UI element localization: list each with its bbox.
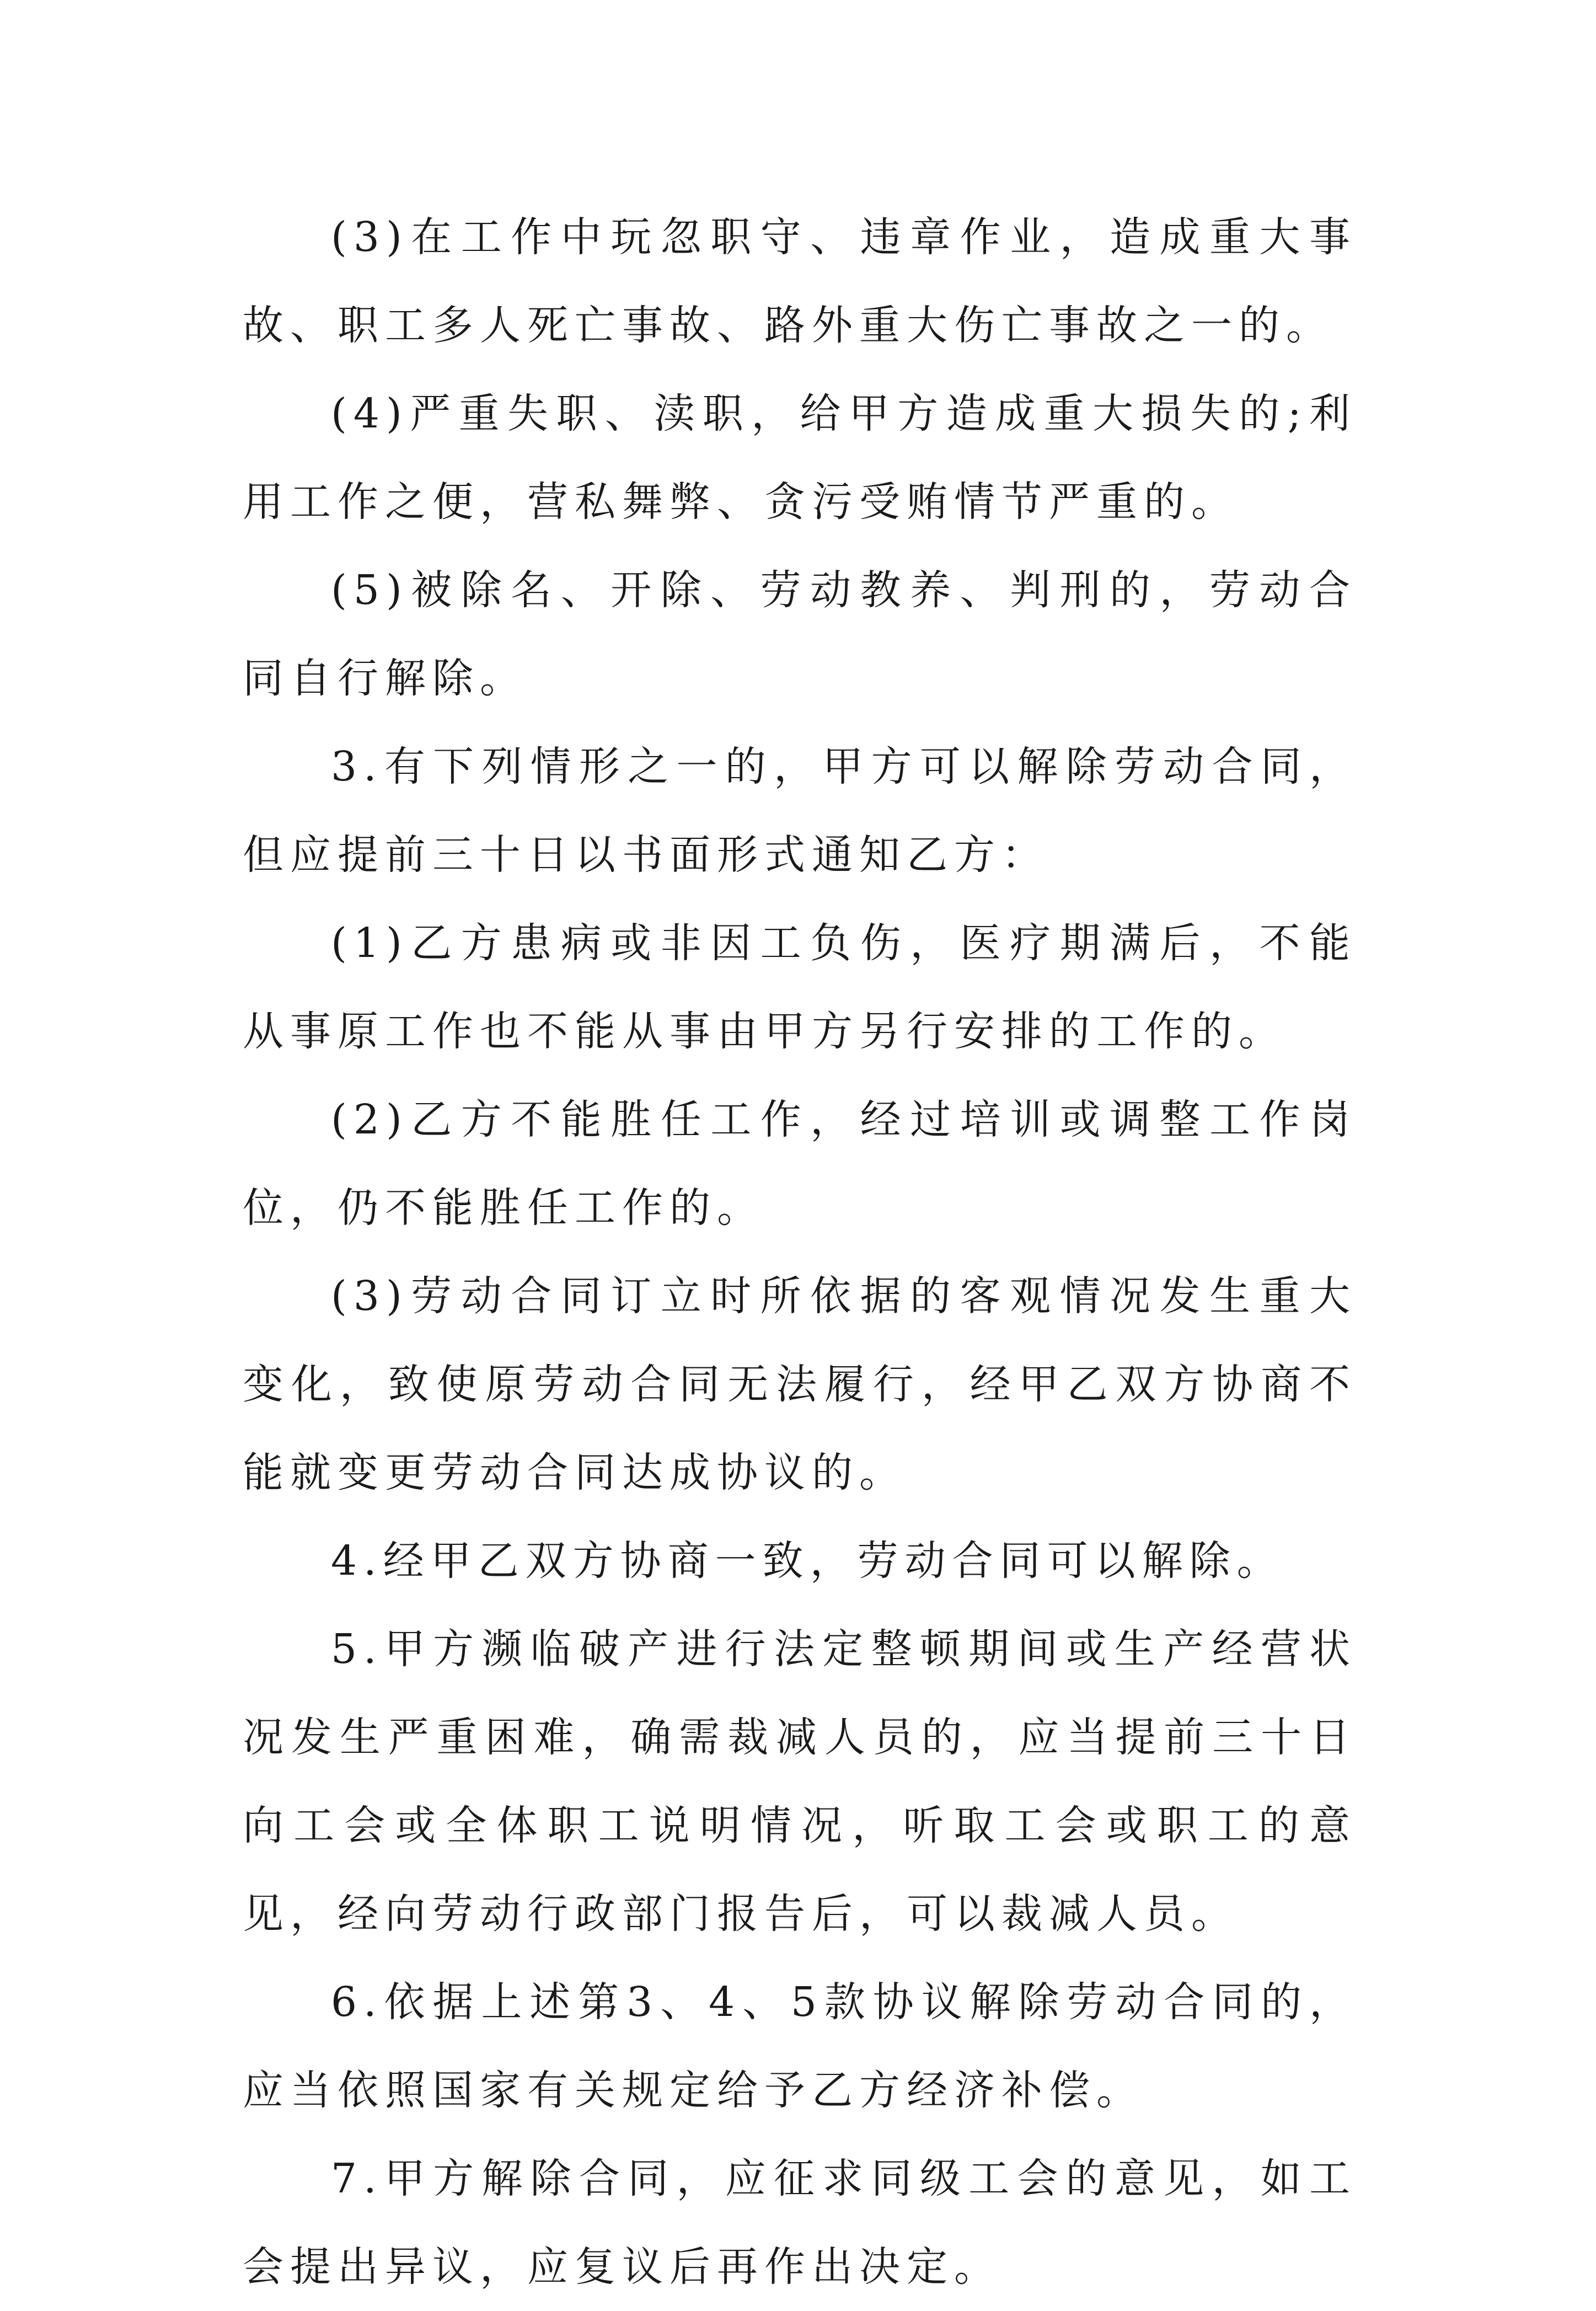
paragraph-clause-3-4: (4)严重失职、渎职，给甲方造成重大损失的;利用工作之便，营私舞弊、贪污受贿情节严重的。 — [243, 390, 1357, 526]
paragraph-item-3-3: (3)劳动合同订立时所依据的客观情况发生重大变化，致使原劳动合同无法履行，经甲乙双方协商不能就变更劳动合同达成协议的。 — [243, 1272, 1357, 1496]
paragraph-item-4: 4.经甲乙双方协商一致，劳动合同可以解除。 — [331, 1537, 1284, 1585]
paragraph-item-3-1: (1)乙方患病或非因工负伤，医疗期满后，不能从事原工作也不能从事由甲方另行安排的工作的。 — [243, 919, 1357, 1055]
paragraph-clause-3-5: (5)被除名、开除、劳动教养、判刑的，劳动合同自行解除。 — [243, 566, 1357, 702]
paragraph-item-7: 7.甲方解除合同，应征求同级工会的意见，如工会提出异议，应复议后再作出决定。 — [243, 2155, 1357, 2291]
paragraph-item-5: 5.甲方濒临破产进行法定整顿期间或生产经营状况发生严重困难，确需裁减人员的，应当提前三十日向工会或全体职工说明情况，听取工会或职工的意见，经向劳动行政部门报告后，可以裁减人员。 — [243, 1625, 1357, 1938]
paragraph-clause-3-3: (3)在工作中玩忽职守、违章作业，造成重大事故、职工多人死亡事故、路外重大伤亡事故之一的。 — [243, 213, 1357, 349]
paragraph-item-3: 3.有下列情形之一的，甲方可以解除劳动合同，但应提前三十日以书面形式通知乙方： — [243, 743, 1357, 879]
document-body — [243, 193, 1357, 2311]
paragraph-item-6: 6.依据上述第3、4、5款协议解除劳动合同的，应当依照国家有关规定给予乙方经济补偿。 — [243, 1978, 1357, 2114]
paragraph-item-3-2: (2)乙方不能胜任工作，经过培训或调整工作岗位，仍不能胜任工作的。 — [243, 1096, 1357, 1232]
